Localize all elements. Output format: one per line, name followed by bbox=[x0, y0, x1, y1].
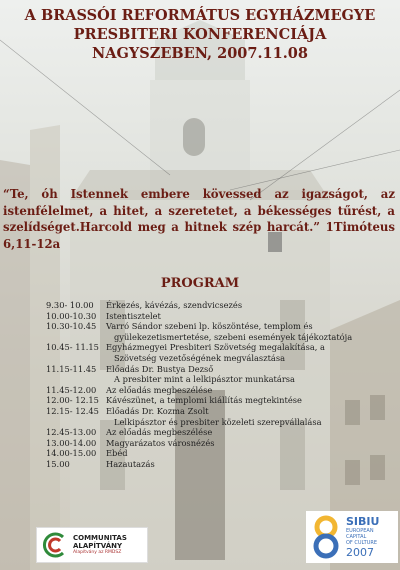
schedule-time: 14.00-15.00 bbox=[46, 448, 97, 459]
communitas-tagline: Alapítvány az RMDSZ bbox=[73, 550, 122, 555]
communitas-logo-icon bbox=[41, 531, 69, 559]
schedule-time: 12.00- 12.15 bbox=[46, 395, 99, 406]
communitas-logo bbox=[36, 527, 148, 563]
schedule-row bbox=[46, 342, 366, 353]
schedule-description: Hazautazás bbox=[106, 458, 155, 469]
schedule-row bbox=[46, 459, 366, 470]
sibiu-of-culture: OF CULTURE bbox=[346, 539, 377, 546]
schedule-row bbox=[46, 364, 366, 375]
schedule-time: 12.45-13.00 bbox=[46, 427, 97, 438]
schedule-time bbox=[46, 374, 106, 385]
schedule-description: Előadás Dr. Bustya Dezső bbox=[106, 363, 214, 374]
schedule-description: Az előadás megbeszélése bbox=[106, 427, 213, 438]
communitas-name-2: ALAPÍTVÁNY bbox=[73, 542, 123, 550]
schedule-row bbox=[46, 417, 366, 428]
schedule-description: Egyházmegyei Presbiteri Szövetség megalakítása, a bbox=[106, 342, 325, 353]
schedule-time: 11.15-11.45 bbox=[46, 363, 97, 374]
schedule-row bbox=[46, 332, 366, 343]
schedule-time: 10.00-10.30 bbox=[46, 310, 97, 321]
schedule-description: A presbiter mint a lelkipásztor munkatársa bbox=[114, 374, 296, 385]
schedule-description: Érkezés, kávézás, szendvicsezés bbox=[106, 300, 243, 310]
program-heading: PROGRAM bbox=[160, 276, 240, 291]
schedule-row bbox=[46, 395, 366, 406]
schedule-description: Előadás Dr. Kozma Zsolt bbox=[106, 405, 209, 416]
schedule-row bbox=[46, 374, 366, 385]
bible-quote bbox=[3, 186, 395, 252]
schedule-description: Istentisztelet bbox=[106, 310, 161, 321]
program-schedule bbox=[46, 300, 366, 470]
schedule-row bbox=[46, 406, 366, 417]
sibiu-word: SIBIU bbox=[346, 514, 380, 528]
schedule-description: Varró Sándor szebeni lp. köszöntése, templom és bbox=[106, 321, 313, 332]
schedule-description: Az előadás megbeszélése bbox=[106, 384, 213, 395]
sibiu-capital: CAPITAL bbox=[346, 533, 367, 540]
schedule-time: 15.00 bbox=[46, 458, 70, 469]
sibiu-european: EUROPEAN bbox=[346, 527, 374, 534]
schedule-time bbox=[46, 353, 106, 364]
schedule-time: 12.15- 12.45 bbox=[46, 405, 99, 416]
quote-reference: 1Timóteus 6,11-12a bbox=[3, 220, 395, 251]
schedule-row bbox=[46, 427, 366, 438]
schedule-time: 10.45- 11.15 bbox=[46, 342, 99, 353]
schedule-row bbox=[46, 438, 366, 449]
schedule-row bbox=[46, 311, 366, 322]
schedule-row bbox=[46, 385, 366, 396]
schedule-time: 11.45-12.00 bbox=[46, 384, 97, 395]
schedule-row bbox=[46, 353, 366, 364]
conference-title bbox=[0, 6, 400, 63]
schedule-time: 13.00-14.00 bbox=[46, 437, 97, 448]
schedule-row bbox=[46, 448, 366, 459]
sibiu-8-logo-icon bbox=[309, 515, 343, 559]
title-line-3: NAGYSZEBEN, 2007.11.08 bbox=[92, 45, 308, 62]
communitas-name-1: COMMUNITAS bbox=[73, 534, 127, 542]
schedule-time bbox=[46, 417, 106, 428]
schedule-description: Kávészünet, a templomi kiállítás megtekintése bbox=[106, 395, 302, 406]
schedule-description: Szövetség vezetőségének megválasztása bbox=[114, 352, 286, 363]
sibiu-year: 2007 bbox=[346, 545, 374, 559]
quote-text: “Te, óh Istennek embere kövessed az igazságot, az istenfélelmet, a hitet, a szeretetet, a békességes tűrést, a szelídséget.Harcold meg a hitnek szép harcát.” bbox=[3, 187, 395, 234]
schedule-description: gyülekezetismertetése, szebeni események tájékoztatója bbox=[114, 331, 353, 342]
title-line-2: PRESBITERI KONFERENCIÁJA bbox=[73, 26, 327, 43]
schedule-row bbox=[46, 300, 366, 311]
schedule-description: Lelkipásztor és presbiter közeleti szerepvállalása bbox=[114, 416, 322, 427]
schedule-description: Magyarázatos városnézés bbox=[106, 437, 215, 448]
schedule-time bbox=[46, 332, 106, 343]
schedule-time: 9.30- 10.00 bbox=[46, 300, 94, 310]
sibiu-logo bbox=[306, 511, 398, 563]
schedule-time: 10.30-10.45 bbox=[46, 321, 97, 332]
title-line-1: A BRASSÓI REFORMÁTUS EGYHÁZMEGYE bbox=[24, 7, 376, 24]
schedule-row bbox=[46, 321, 366, 332]
schedule-description: Ebéd bbox=[106, 448, 128, 459]
